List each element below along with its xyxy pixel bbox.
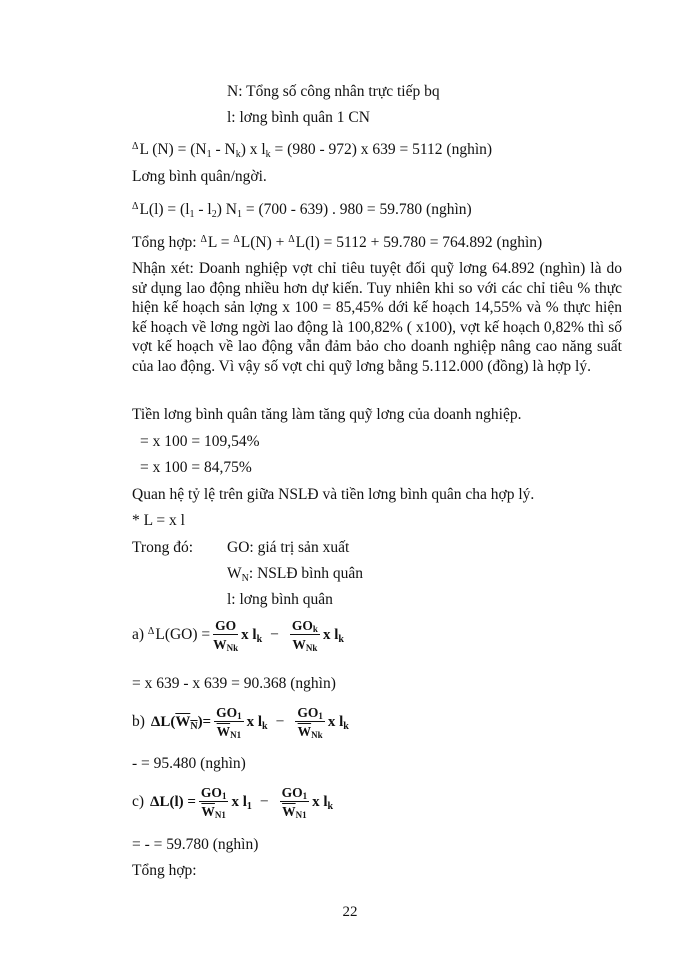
ratio-equation-2: = x 100 = 84,75% [140, 459, 252, 476]
delta-l-l-result: 700 - 639) . 980 = 59.780 (nghìn) [263, 201, 472, 218]
tong-hop-equation: Tổng hợp: $^\Delta$L = $^\Delta$L(N) + $^\Delta$L(l) = 5112 + 59.780 = 764.892 (nghìn) [132, 234, 543, 251]
formula-a: a) $^\Delta$L(GO) = $\frac{GO}{W_{Nk}}$ x $l_k$ − $\frac{GO_k}{W_{Nk}}$ x $l_k$ [132, 618, 344, 653]
trong-do-label: Trong đó: [132, 539, 194, 556]
ratio-equation-1: = x 100 = 109,54% [140, 433, 260, 450]
nhan-xet-text: Nhận xét: Doanh nghiệp vợt chỉ tiêu tuyệt đối quỹ lơng 64.892 (nghìn) là do sử dụng lao động nhiều hơn dự kiến. Tuy nhiên khi so với các chỉ tiêu % thực hiện kế hoạch sản lợng x 100 = 85,45% dới kế hoạch 14,55% và % thực hiện kế hoạch về lơng ngời lao động là 100,82% ( x100), vợt kế hoạch 0,82% thì số vợt kế hoạch về lao động vẫn đảm bảo cho doanh nghiệp nâng cao năng suất của lao động. Vì vậy số vợt chi quỹ lơng bằng 5.112.000 (đồng) là hợp lý. [132, 260, 622, 375]
tong-hop-result: = 5112 + 59.780 = 764.892 (nghìn) [323, 234, 543, 251]
delta-l-n-result: 980 - 972) x 639 = 5112 (nghìn) [292, 141, 493, 158]
n-definition: N: Tổng số công nhân trực tiếp bq [227, 83, 440, 100]
wn-definition: $W_N$: NSLĐ bình quân [227, 565, 363, 584]
delta-l-l-equation: $^\Delta L(l) = (l_1 - l_2) N_1 = (700 - 639)$ . 980 = 59.780 (nghìn) [132, 201, 472, 220]
result-c: = - = 59.780 (nghìn) [132, 836, 259, 853]
delta-l-n-equation: $^\Delta$L $(N) = (N_1 - N_k)$ x $l_k = (980 - 972)$ x 639 = 5112 (nghìn) [132, 141, 493, 160]
go-definition: GO: giá trị sản xuất [227, 539, 350, 556]
tien-luong-line: Tiền lơng bình quân tăng làm tăng quỹ lơng của doanh nghiệp. [132, 406, 522, 423]
nhan-xet-paragraph [132, 259, 622, 376]
wn-definition-text: NSLĐ bình quân [257, 565, 363, 582]
quan-he-line: Quan hệ tỷ lệ trên giữa NSLĐ và tiền lơng bình quân cha hợp lý. [132, 486, 535, 503]
l-definition-2: l: lơng bình quân [227, 591, 333, 608]
result-a: = x 639 - x 639 = 90.368 (nghìn) [132, 675, 336, 692]
l-definition: l: lơng bình quân 1 CN [227, 109, 370, 126]
luong-binh-quan-line: Lơng bình quân/ngời. [132, 168, 267, 185]
tong-hop-label: Tổng hợp: [132, 234, 197, 251]
formula-b: b) $\Delta L(W_N)=$ $\frac{GO_1}{\overline{W}_{N1}}$ x $l_k$ − $\frac{GO_1}{\overline{W}_{Nk}}$ x $l_k$ [132, 705, 349, 740]
star-l-formula: * L = x l [132, 512, 185, 529]
result-b: - = 95.480 (nghìn) [132, 755, 246, 772]
page-number: 22 [342, 904, 358, 920]
tong-hop-label-2: Tổng hợp: [132, 862, 197, 879]
formula-c: c) ΔL(l) = $\frac{GO_1}{\overline{W}_{N1}}$ x $l_1$ − $\frac{GO_1}{\overline{W}_{N1}}$ x $l_k$ [132, 785, 334, 820]
